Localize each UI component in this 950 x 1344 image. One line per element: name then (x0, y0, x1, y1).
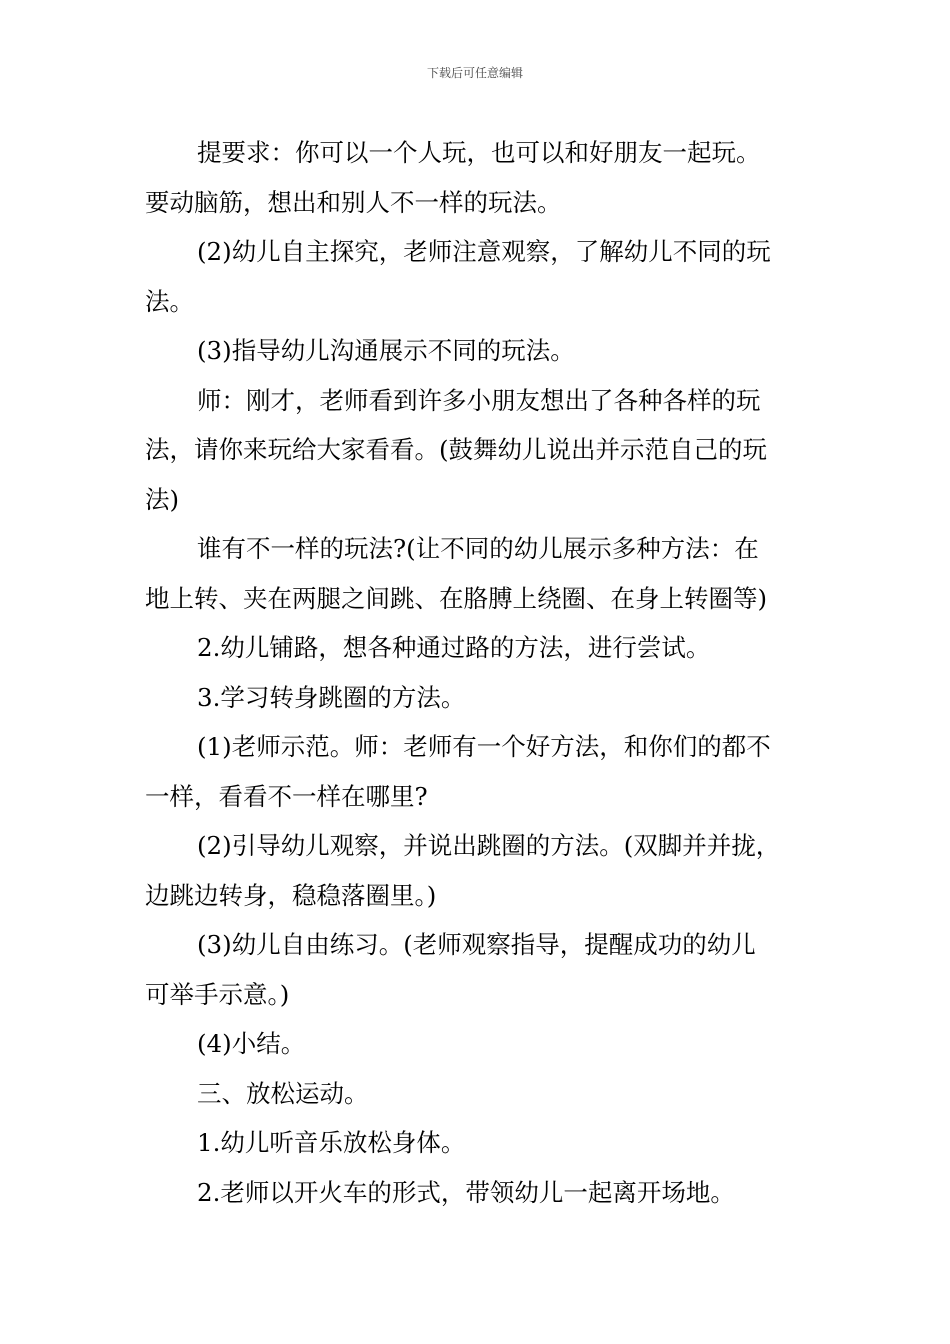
paragraph-line: 1.幼儿听音乐放松身体。 (197, 1128, 466, 1157)
paragraph-line: (2)幼儿自主探究，老师注意观察，了解幼儿不同的玩 (197, 237, 771, 266)
paragraph-line: 2.老师以开火车的形式，带领幼儿一起离开场地。 (197, 1177, 735, 1207)
paragraph-line: 法) (145, 484, 180, 514)
paragraph (145, 673, 810, 723)
paragraph (145, 326, 810, 376)
paragraph-line: 可举手示意。) (145, 979, 290, 1009)
paragraph (145, 524, 810, 623)
paragraph (145, 1019, 810, 1069)
paragraph-line: 法，请你来玩给大家看看。(鼓舞幼儿说出并示范自己的玩 (145, 435, 768, 464)
paragraph (145, 821, 810, 920)
paragraph-line: 一样，看看不一样在哪里? (145, 781, 428, 811)
paragraph-line: 三、放松运动。 (197, 1078, 369, 1108)
paragraph (145, 1168, 810, 1218)
paragraph-line: 3.学习转身跳圈的方法。 (197, 682, 466, 712)
paragraph (145, 722, 810, 821)
paragraph-line: 师：刚才，老师看到许多小朋友想出了各种各样的玩 (197, 385, 761, 415)
paragraph-line: (4)小结。 (197, 1029, 306, 1058)
paragraph (145, 1118, 810, 1168)
paragraph-line: 边跳边转身，稳稳落圈里。) (145, 880, 437, 910)
paragraph-line: 法。 (145, 286, 194, 316)
paragraph-line: 地上转、夹在两腿之间跳、在胳膊上绕圈、在身上转圈等) (145, 583, 768, 613)
paragraph-line: 提要求：你可以一个人玩，也可以和好朋友一起玩。 (197, 138, 761, 167)
paragraph-line: 要动脑筋，想出和别人不一样的玩法。 (145, 187, 562, 217)
paragraph-line: (3)幼儿自由练习。(老师观察指导，提醒成功的幼儿 (197, 930, 756, 959)
page-header: 下载后可任意编辑 (426, 66, 523, 80)
paragraph (145, 227, 810, 326)
paragraph (145, 376, 810, 525)
paragraph-line: 谁有不一样的玩法?(让不同的幼儿展示多种方法：在 (197, 534, 759, 563)
paragraph (145, 920, 810, 1019)
paragraph-line: (3)指导幼儿沟通展示不同的玩法。 (197, 336, 575, 365)
paragraph (145, 623, 810, 673)
document-body (145, 128, 810, 1217)
paragraph (145, 1069, 810, 1119)
paragraph-line: (2)引导幼儿观察，并说出跳圈的方法。(双脚并并拢， (197, 831, 781, 860)
paragraph-line: (1)老师示范。师：老师有一个好方法，和你们的都不 (197, 732, 771, 761)
paragraph-line: 2.幼儿铺路，想各种通过路的方法，进行尝试。 (197, 633, 711, 662)
paragraph (145, 128, 810, 227)
